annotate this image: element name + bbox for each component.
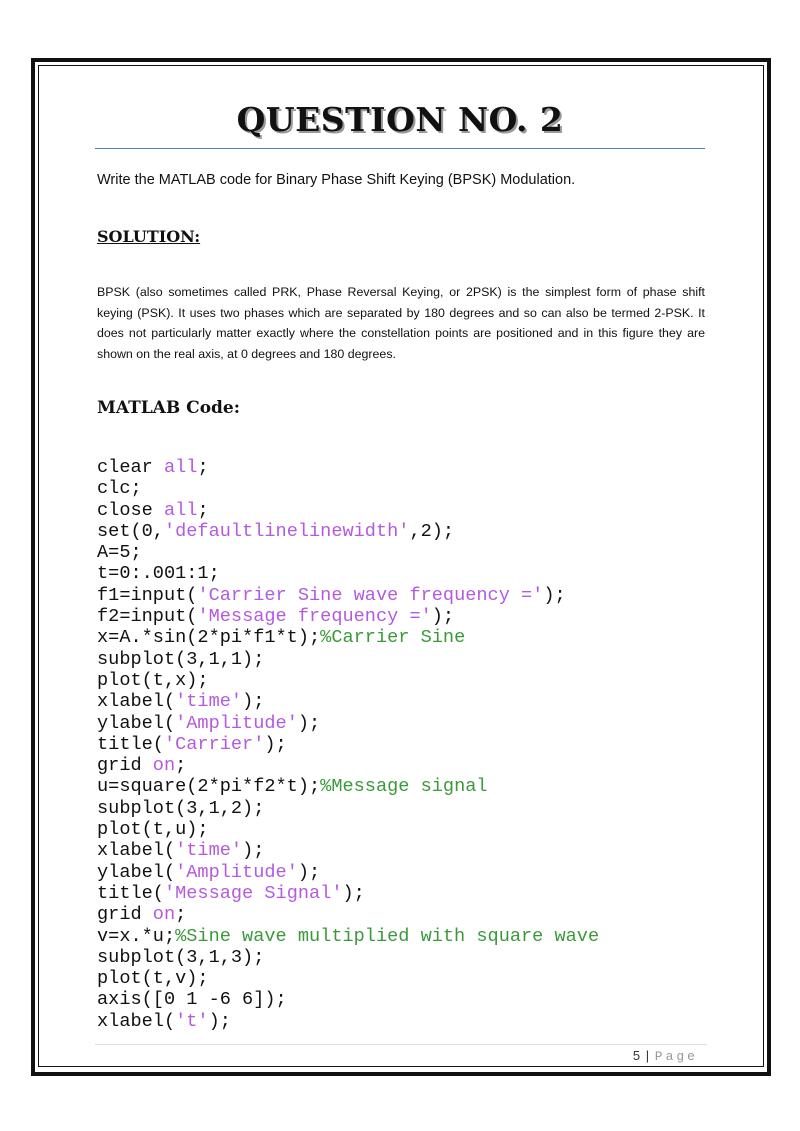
code-text: axis([0 1 -6 6]); [97,989,287,1011]
code-text: title( [97,882,164,904]
code-string: 'Carrier' [163,733,265,755]
code-line [97,798,599,819]
code-text: close [97,499,164,521]
title-rule [95,148,705,149]
code-line [97,819,599,840]
code-line [97,904,599,925]
code-text: plot(t,u); [97,819,209,841]
code-text: f1=input( [97,584,198,606]
code-line [97,862,599,883]
code-keyword: all [163,499,198,521]
code-text: ); [208,1010,231,1032]
code-line [97,627,599,648]
code-line [97,542,599,563]
code-text: xlabel( [97,840,176,862]
code-line [97,1011,599,1032]
code-line [97,563,599,584]
code-line [97,521,599,542]
code-text: ); [543,584,566,606]
code-heading: MATLAB Code: [97,398,241,418]
code-line [97,776,599,797]
code-line [97,734,599,755]
code-string: 'Carrier Sine wave frequency =' [197,584,544,606]
code-line [97,457,599,478]
code-text: ); [242,691,265,713]
code-line [97,989,599,1010]
code-line [97,478,599,499]
code-comment: %Message signal [320,776,488,798]
code-line [97,947,599,968]
code-text: t=0:.001:1; [97,563,220,585]
code-text: v=x.*u; [97,925,176,947]
question-text: Write the MATLAB code for Binary Phase Shift Keying (BPSK) Modulation. [97,172,576,188]
code-string: 'Message frequency =' [197,606,432,628]
code-text: u=square(2*pi*f2*t); [97,776,321,798]
code-comment: %Sine wave multiplied with square wave [175,925,600,947]
page-title: QUESTION NO. 2 [236,100,564,139]
code-text: A=5; [97,542,142,564]
code-string: 'Amplitude' [175,861,298,883]
code-line [97,755,599,776]
code-text: ); [297,712,321,734]
page-number: 5 [632,1048,642,1063]
code-text: ); [342,882,365,904]
code-keyword: on [152,755,176,777]
code-text: subplot(3,1,1); [97,648,265,670]
code-string: 't' [175,1010,209,1032]
code-text: ); [297,861,321,883]
code-line [97,691,599,712]
code-string: 'Message Signal' [163,882,343,904]
footer-separator: | [645,1048,651,1063]
code-line [97,926,599,947]
code-text: xlabel( [97,1010,176,1032]
code-text: clear [97,457,164,478]
code-text: title( [97,733,164,755]
code-text: set(0, [97,520,164,542]
solution-paragraph: BPSK (also sometimes called PRK, Phase Reversal Keying, or 2PSK) is the simplest form of phase shift keying (PSK). It uses two phases which are separated by 180 degrees and so can also be termed 2-PSK. It does not particularly matter exactly where the constellation points are positioned and in this figure they are shown on the real axis, at 0 degrees and 180 degrees. [97,285,705,361]
code-line [97,968,599,989]
code-line [97,500,599,521]
code-text: grid [97,904,153,926]
code-keyword: all [163,457,198,478]
code-string: 'Amplitude' [175,712,298,734]
page-footer [633,1048,698,1064]
code-line [97,883,599,904]
code-text: ; [175,904,187,926]
code-comment: %Carrier Sine [320,627,466,649]
code-keyword: on [152,904,176,926]
code-text: xlabel( [97,691,176,713]
code-line [97,840,599,861]
code-line [97,585,599,606]
code-text: grid [97,755,153,777]
code-line [97,713,599,734]
code-text: ; [175,755,187,777]
code-text: ); [431,606,455,628]
code-text: plot(t,v); [97,968,209,990]
footer-rule [95,1044,707,1045]
code-line [97,670,599,691]
code-block [97,457,599,1032]
code-text: x=A.*sin(2*pi*f1*t); [97,627,321,649]
code-string: 'defaultlinelinewidth' [163,520,410,542]
code-text: clc; [97,478,142,500]
code-line [97,649,599,670]
code-text: subplot(3,1,3); [97,946,265,968]
code-string: 'time' [175,840,243,862]
code-text: ; [197,457,209,478]
code-text: ylabel( [97,861,176,883]
code-text: ); [242,840,265,862]
solution-heading: SOLUTION: [97,227,201,246]
code-string: 'time' [175,691,243,713]
code-text: ,2); [409,520,455,542]
code-text: ); [264,733,287,755]
code-text: ylabel( [97,712,176,734]
code-text: ; [197,499,209,521]
code-text: plot(t,x); [97,669,209,691]
code-text: subplot(3,1,2); [97,797,265,819]
code-text: f2=input( [97,606,198,628]
page-label: Page [654,1049,698,1064]
code-line [97,606,599,627]
